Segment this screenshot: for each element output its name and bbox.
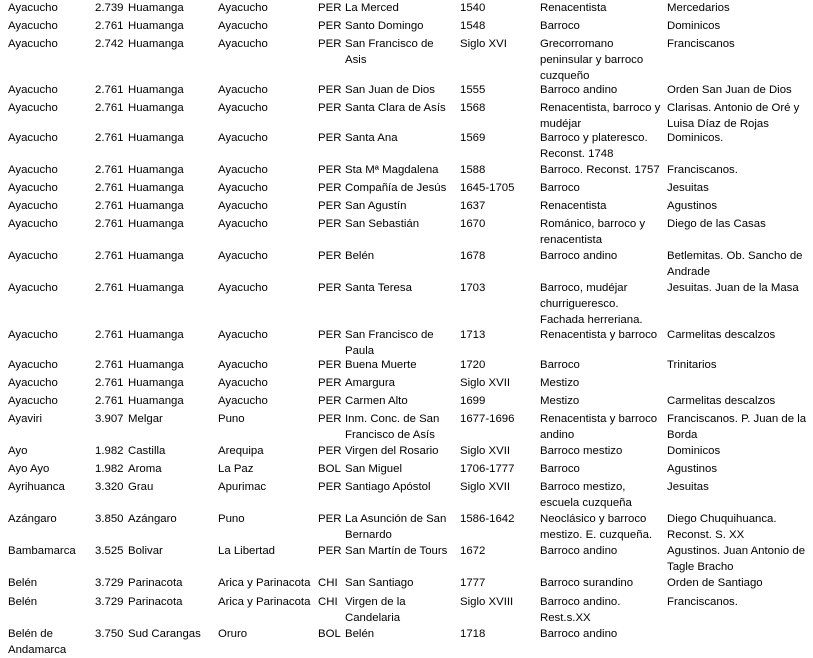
cell-department: Ayacucho xyxy=(218,218,268,230)
cell-city: Ayo xyxy=(8,445,28,457)
cell-city: Belén de Andamarca xyxy=(8,628,67,656)
cell-department: Ayacucho xyxy=(218,102,268,114)
cell-province: Huamanga xyxy=(128,164,184,176)
cell-country: PER xyxy=(318,182,342,194)
cell-department: La Paz xyxy=(218,463,254,475)
cell-order: Franciscanos. xyxy=(667,164,738,176)
cell-department: La Libertad xyxy=(218,545,275,557)
cell-church: Virgen del Rosario xyxy=(345,445,439,457)
cell-church: San Santiago xyxy=(345,577,414,589)
cell-church: San Juan de Dios xyxy=(345,84,435,96)
cell-country: PER xyxy=(318,84,342,96)
cell-order: Betlemitas. Ob. Sancho de Andrade xyxy=(667,250,803,278)
cell-city: Ayacucho xyxy=(8,377,58,389)
cell-style: Mestizo xyxy=(540,395,580,407)
cell-department: Ayacucho xyxy=(218,200,268,212)
cell-city: Ayacucho xyxy=(8,38,58,50)
cell-church: San Francisco de Paula xyxy=(345,329,434,357)
cell-province: Huamanga xyxy=(128,377,184,389)
cell-altitude: 3.907 xyxy=(95,413,124,425)
cell-church: Buena Muerte xyxy=(345,359,417,371)
cell-church: Sta Mª Magdalena xyxy=(345,164,439,176)
cell-altitude: 2.761 xyxy=(95,377,124,389)
cell-date: 1703 xyxy=(460,282,486,294)
cell-date: Siglo XVII xyxy=(460,445,511,457)
cell-order: Mercedarios xyxy=(667,2,730,14)
cell-order: Dominicos. xyxy=(667,132,724,144)
cell-style: Barroco andino xyxy=(540,545,618,557)
cell-altitude: 2.761 xyxy=(95,359,124,371)
cell-order: Clarisas. Antonio de Oré y Luisa Díaz de Rojas xyxy=(667,102,800,130)
cell-department: Ayacucho xyxy=(218,132,268,144)
cell-city: Ayaviri xyxy=(8,413,42,425)
cell-altitude: 3.729 xyxy=(95,596,124,608)
cell-date: 1699 xyxy=(460,395,486,407)
cell-city: Ayo Ayo xyxy=(8,463,50,475)
cell-date: 1677-1696 xyxy=(460,413,515,425)
cell-church: Santiago Apóstol xyxy=(345,481,431,493)
cell-church: San Sebastián xyxy=(345,218,420,230)
cell-city: Ayacucho xyxy=(8,200,58,212)
cell-church: San Francisco de Asis xyxy=(345,38,434,66)
cell-order: Agustinos xyxy=(667,463,718,475)
cell-province: Bolivar xyxy=(128,545,163,557)
cell-church: La Merced xyxy=(345,2,399,14)
cell-style: Barroco xyxy=(540,182,580,194)
cell-province: Huamanga xyxy=(128,395,184,407)
cell-date: Siglo XVIII xyxy=(460,596,514,608)
cell-altitude: 1.982 xyxy=(95,445,124,457)
cell-style: Barroco xyxy=(540,359,580,371)
cell-altitude: 2.761 xyxy=(95,395,124,407)
cell-date: 1645-1705 xyxy=(460,182,515,194)
cell-order: Jesuitas. Juan de la Masa xyxy=(667,282,799,294)
cell-church: Inm. Conc. de San Francisco de Asís xyxy=(345,413,440,441)
cell-city: Belén xyxy=(8,577,38,589)
cell-style: Barroco andino xyxy=(540,250,618,262)
cell-country: PER xyxy=(318,513,342,525)
cell-province: Aroma xyxy=(128,463,162,475)
cell-style: Neoclásico y barroco mestizo. E. cuzqueña. xyxy=(540,513,653,541)
cell-department: Ayacucho xyxy=(218,182,268,194)
cell-city: Ayacucho xyxy=(8,164,58,176)
cell-city: Ayacucho xyxy=(8,329,58,341)
cell-city: Ayacucho xyxy=(8,250,58,262)
cell-altitude: 2.742 xyxy=(95,38,124,50)
cell-province: Huamanga xyxy=(128,102,184,114)
cell-city: Bambamarca xyxy=(8,545,76,557)
cell-country: PER xyxy=(318,164,342,176)
cell-style: Renacentista y barroco xyxy=(540,329,658,341)
cell-altitude: 3.850 xyxy=(95,513,124,525)
cell-order: Orden de Santiago xyxy=(667,577,763,589)
cell-country: PER xyxy=(318,377,342,389)
cell-order: Dominicos xyxy=(667,20,721,32)
cell-date: Siglo XVII xyxy=(460,377,511,389)
cell-province: Castilla xyxy=(128,445,166,457)
cell-church: Santa Teresa xyxy=(345,282,412,294)
cell-province: Huamanga xyxy=(128,38,184,50)
cell-style: Mestizo xyxy=(540,377,580,389)
cell-church: Santa Ana xyxy=(345,132,398,144)
cell-date: 1568 xyxy=(460,102,486,114)
cell-province: Huamanga xyxy=(128,200,184,212)
cell-style: Barroco xyxy=(540,20,580,32)
cell-province: Huamanga xyxy=(128,359,184,371)
cell-department: Arica y Parinacota xyxy=(218,596,311,608)
cell-country: PER xyxy=(318,445,342,457)
cell-order: Orden San Juan de Dios xyxy=(667,84,792,96)
cell-province: Huamanga xyxy=(128,84,184,96)
cell-department: Ayacucho xyxy=(218,377,268,389)
cell-date: 1540 xyxy=(460,2,486,14)
cell-department: Ayacucho xyxy=(218,329,268,341)
cell-province: Huamanga xyxy=(128,218,184,230)
cell-country: PER xyxy=(318,218,342,230)
cell-church: Carmen Alto xyxy=(345,395,408,407)
cell-department: Ayacucho xyxy=(218,250,268,262)
cell-style: Románico, barroco y renacentista xyxy=(540,218,646,246)
cell-altitude: 2.761 xyxy=(95,20,124,32)
cell-church: Virgen de la Candelaria xyxy=(345,596,406,624)
cell-altitude: 2.761 xyxy=(95,250,124,262)
cell-church: San Agustín xyxy=(345,200,407,212)
cell-department: Apurimac xyxy=(218,481,267,493)
cell-order: Jesuitas xyxy=(667,481,709,493)
cell-style: Barroco mestizo xyxy=(540,445,623,457)
cell-style: Barroco andino xyxy=(540,84,618,96)
cell-altitude: 3.320 xyxy=(95,481,124,493)
cell-department: Puno xyxy=(218,513,245,525)
cell-church: San Martín de Tours xyxy=(345,545,448,557)
cell-country: PER xyxy=(318,102,342,114)
cell-date: 1555 xyxy=(460,84,486,96)
cell-style: Renacentista, barroco y mudéjar xyxy=(540,102,661,130)
cell-order: Franciscanos. P. Juan de la Borda xyxy=(667,413,807,441)
cell-country: PER xyxy=(318,545,342,557)
cell-country: PER xyxy=(318,413,342,425)
cell-province: Azángaro xyxy=(128,513,177,525)
cell-altitude: 2.761 xyxy=(95,164,124,176)
cell-order: Trinitarios xyxy=(667,359,717,371)
cell-style: Barroco. Reconst. 1757 xyxy=(540,164,660,176)
cell-church: La Asunción de San Bernardo xyxy=(345,513,447,541)
cell-province: Huamanga xyxy=(128,2,184,14)
cell-department: Ayacucho xyxy=(218,282,268,294)
cell-city: Ayacucho xyxy=(8,102,58,114)
cell-style: Grecorromano peninsular y barroco cuzqueño xyxy=(540,38,644,82)
cell-style: Barroco mestizo, escuela cuzqueña xyxy=(540,481,632,509)
cell-province: Huamanga xyxy=(128,282,184,294)
cell-country: PER xyxy=(318,200,342,212)
cell-country: PER xyxy=(318,481,342,493)
cell-date: 1718 xyxy=(460,628,486,640)
cell-date: 1713 xyxy=(460,329,486,341)
cell-city: Ayacucho xyxy=(8,395,58,407)
cell-altitude: 2.761 xyxy=(95,102,124,114)
cell-style: Renacentista y barroco andino xyxy=(540,413,658,441)
cell-order: Agustinos. Juan Antonio de Tagle Bracho xyxy=(667,545,806,573)
cell-province: Grau xyxy=(128,481,154,493)
cell-city: Ayrihuanca xyxy=(8,481,65,493)
cell-country: PER xyxy=(318,38,342,50)
cell-city: Ayacucho xyxy=(8,84,58,96)
cell-province: Huamanga xyxy=(128,182,184,194)
cell-order: Franciscanos xyxy=(667,38,735,50)
cell-date: 1777 xyxy=(460,577,486,589)
cell-city: Ayacucho xyxy=(8,132,58,144)
cell-date: 1548 xyxy=(460,20,486,32)
cell-order: Diego de las Casas xyxy=(667,218,766,230)
cell-date: Siglo XVI xyxy=(460,38,507,50)
cell-department: Ayacucho xyxy=(218,2,268,14)
cell-date: 1569 xyxy=(460,132,486,144)
cell-province: Huamanga xyxy=(128,20,184,32)
cell-city: Ayacucho xyxy=(8,20,58,32)
cell-department: Ayacucho xyxy=(218,395,268,407)
cell-province: Melgar xyxy=(128,413,163,425)
cell-province: Huamanga xyxy=(128,132,184,144)
cell-country: CHI xyxy=(318,596,338,608)
cell-style: Renacentista xyxy=(540,200,607,212)
cell-city: Belén xyxy=(8,596,38,608)
cell-style: Barroco y plateresco. Reconst. 1748 xyxy=(540,132,648,160)
cell-date: 1637 xyxy=(460,200,486,212)
cell-style: Barroco xyxy=(540,463,580,475)
cell-department: Ayacucho xyxy=(218,20,268,32)
cell-altitude: 2.761 xyxy=(95,329,124,341)
cell-style: Barroco andino xyxy=(540,628,618,640)
cell-province: Huamanga xyxy=(128,250,184,262)
cell-altitude: 2.761 xyxy=(95,282,124,294)
cell-department: Oruro xyxy=(218,628,248,640)
cell-altitude: 3.525 xyxy=(95,545,124,557)
cell-date: 1672 xyxy=(460,545,486,557)
cell-order: Franciscanos. xyxy=(667,596,738,608)
cell-country: PER xyxy=(318,20,342,32)
cell-order: Carmelitas descalzos xyxy=(667,329,776,341)
cell-church: Santa Clara de Asís xyxy=(345,102,446,114)
cell-church: Belén xyxy=(345,250,375,262)
cell-date: 1706-1777 xyxy=(460,463,515,475)
cell-country: PER xyxy=(318,132,342,144)
cell-order: Diego Chuquihuanca. Reconst. S. XX xyxy=(667,513,777,541)
cell-date: 1670 xyxy=(460,218,486,230)
cell-country: PER xyxy=(318,329,342,341)
cell-altitude: 2.761 xyxy=(95,182,124,194)
cell-province: Sud Carangas xyxy=(128,628,201,640)
cell-date: 1588 xyxy=(460,164,486,176)
cell-order: Carmelitas descalzos xyxy=(667,395,776,407)
cell-style: Barroco surandino xyxy=(540,577,634,589)
cell-country: CHI xyxy=(318,577,338,589)
cell-style: Renacentista xyxy=(540,2,607,14)
cell-city: Ayacucho xyxy=(8,218,58,230)
cell-church: Santo Domingo xyxy=(345,20,424,32)
cell-department: Ayacucho xyxy=(218,84,268,96)
cell-church: Compañía de Jesús xyxy=(345,182,447,194)
cell-church: Belén xyxy=(345,628,375,640)
cell-altitude: 3.750 xyxy=(95,628,124,640)
cell-country: PER xyxy=(318,2,342,14)
cell-style: Barroco, mudéjar churrigueresco. Fachada herreriana. xyxy=(540,282,643,326)
cell-date: 1678 xyxy=(460,250,486,262)
cell-city: Ayacucho xyxy=(8,2,58,14)
cell-department: Ayacucho xyxy=(218,359,268,371)
cell-province: Parinacota xyxy=(128,577,183,589)
cell-country: BOL xyxy=(318,463,341,475)
cell-church: San Miguel xyxy=(345,463,402,475)
cell-altitude: 2.761 xyxy=(95,84,124,96)
cell-altitude: 2.739 xyxy=(95,2,124,14)
cell-department: Ayacucho xyxy=(218,38,268,50)
cell-province: Parinacota xyxy=(128,596,183,608)
cell-country: BOL xyxy=(318,628,341,640)
cell-date: 1586-1642 xyxy=(460,513,515,525)
cell-country: PER xyxy=(318,282,342,294)
cell-altitude: 2.761 xyxy=(95,218,124,230)
cell-altitude: 3.729 xyxy=(95,577,124,589)
cell-church: Amargura xyxy=(345,377,396,389)
cell-province: Huamanga xyxy=(128,329,184,341)
cell-country: PER xyxy=(318,250,342,262)
cell-order: Agustinos xyxy=(667,200,718,212)
cell-style: Barroco andino. Rest.s.XX xyxy=(540,596,621,624)
cell-country: PER xyxy=(318,395,342,407)
cell-date: Siglo XVII xyxy=(460,481,511,493)
cell-country: PER xyxy=(318,359,342,371)
cell-city: Azángaro xyxy=(8,513,57,525)
cell-department: Puno xyxy=(218,413,245,425)
cell-city: Ayacucho xyxy=(8,359,58,371)
cell-altitude: 1.982 xyxy=(95,463,124,475)
cell-order: Dominicos xyxy=(667,445,721,457)
cell-department: Ayacucho xyxy=(218,164,268,176)
cell-department: Arequipa xyxy=(218,445,264,457)
cell-city: Ayacucho xyxy=(8,282,58,294)
cell-date: 1720 xyxy=(460,359,486,371)
cell-department: Arica y Parinacota xyxy=(218,577,311,589)
cell-altitude: 2.761 xyxy=(95,132,124,144)
cell-order: Jesuitas xyxy=(667,182,709,194)
cell-city: Ayacucho xyxy=(8,182,58,194)
cell-altitude: 2.761 xyxy=(95,200,124,212)
